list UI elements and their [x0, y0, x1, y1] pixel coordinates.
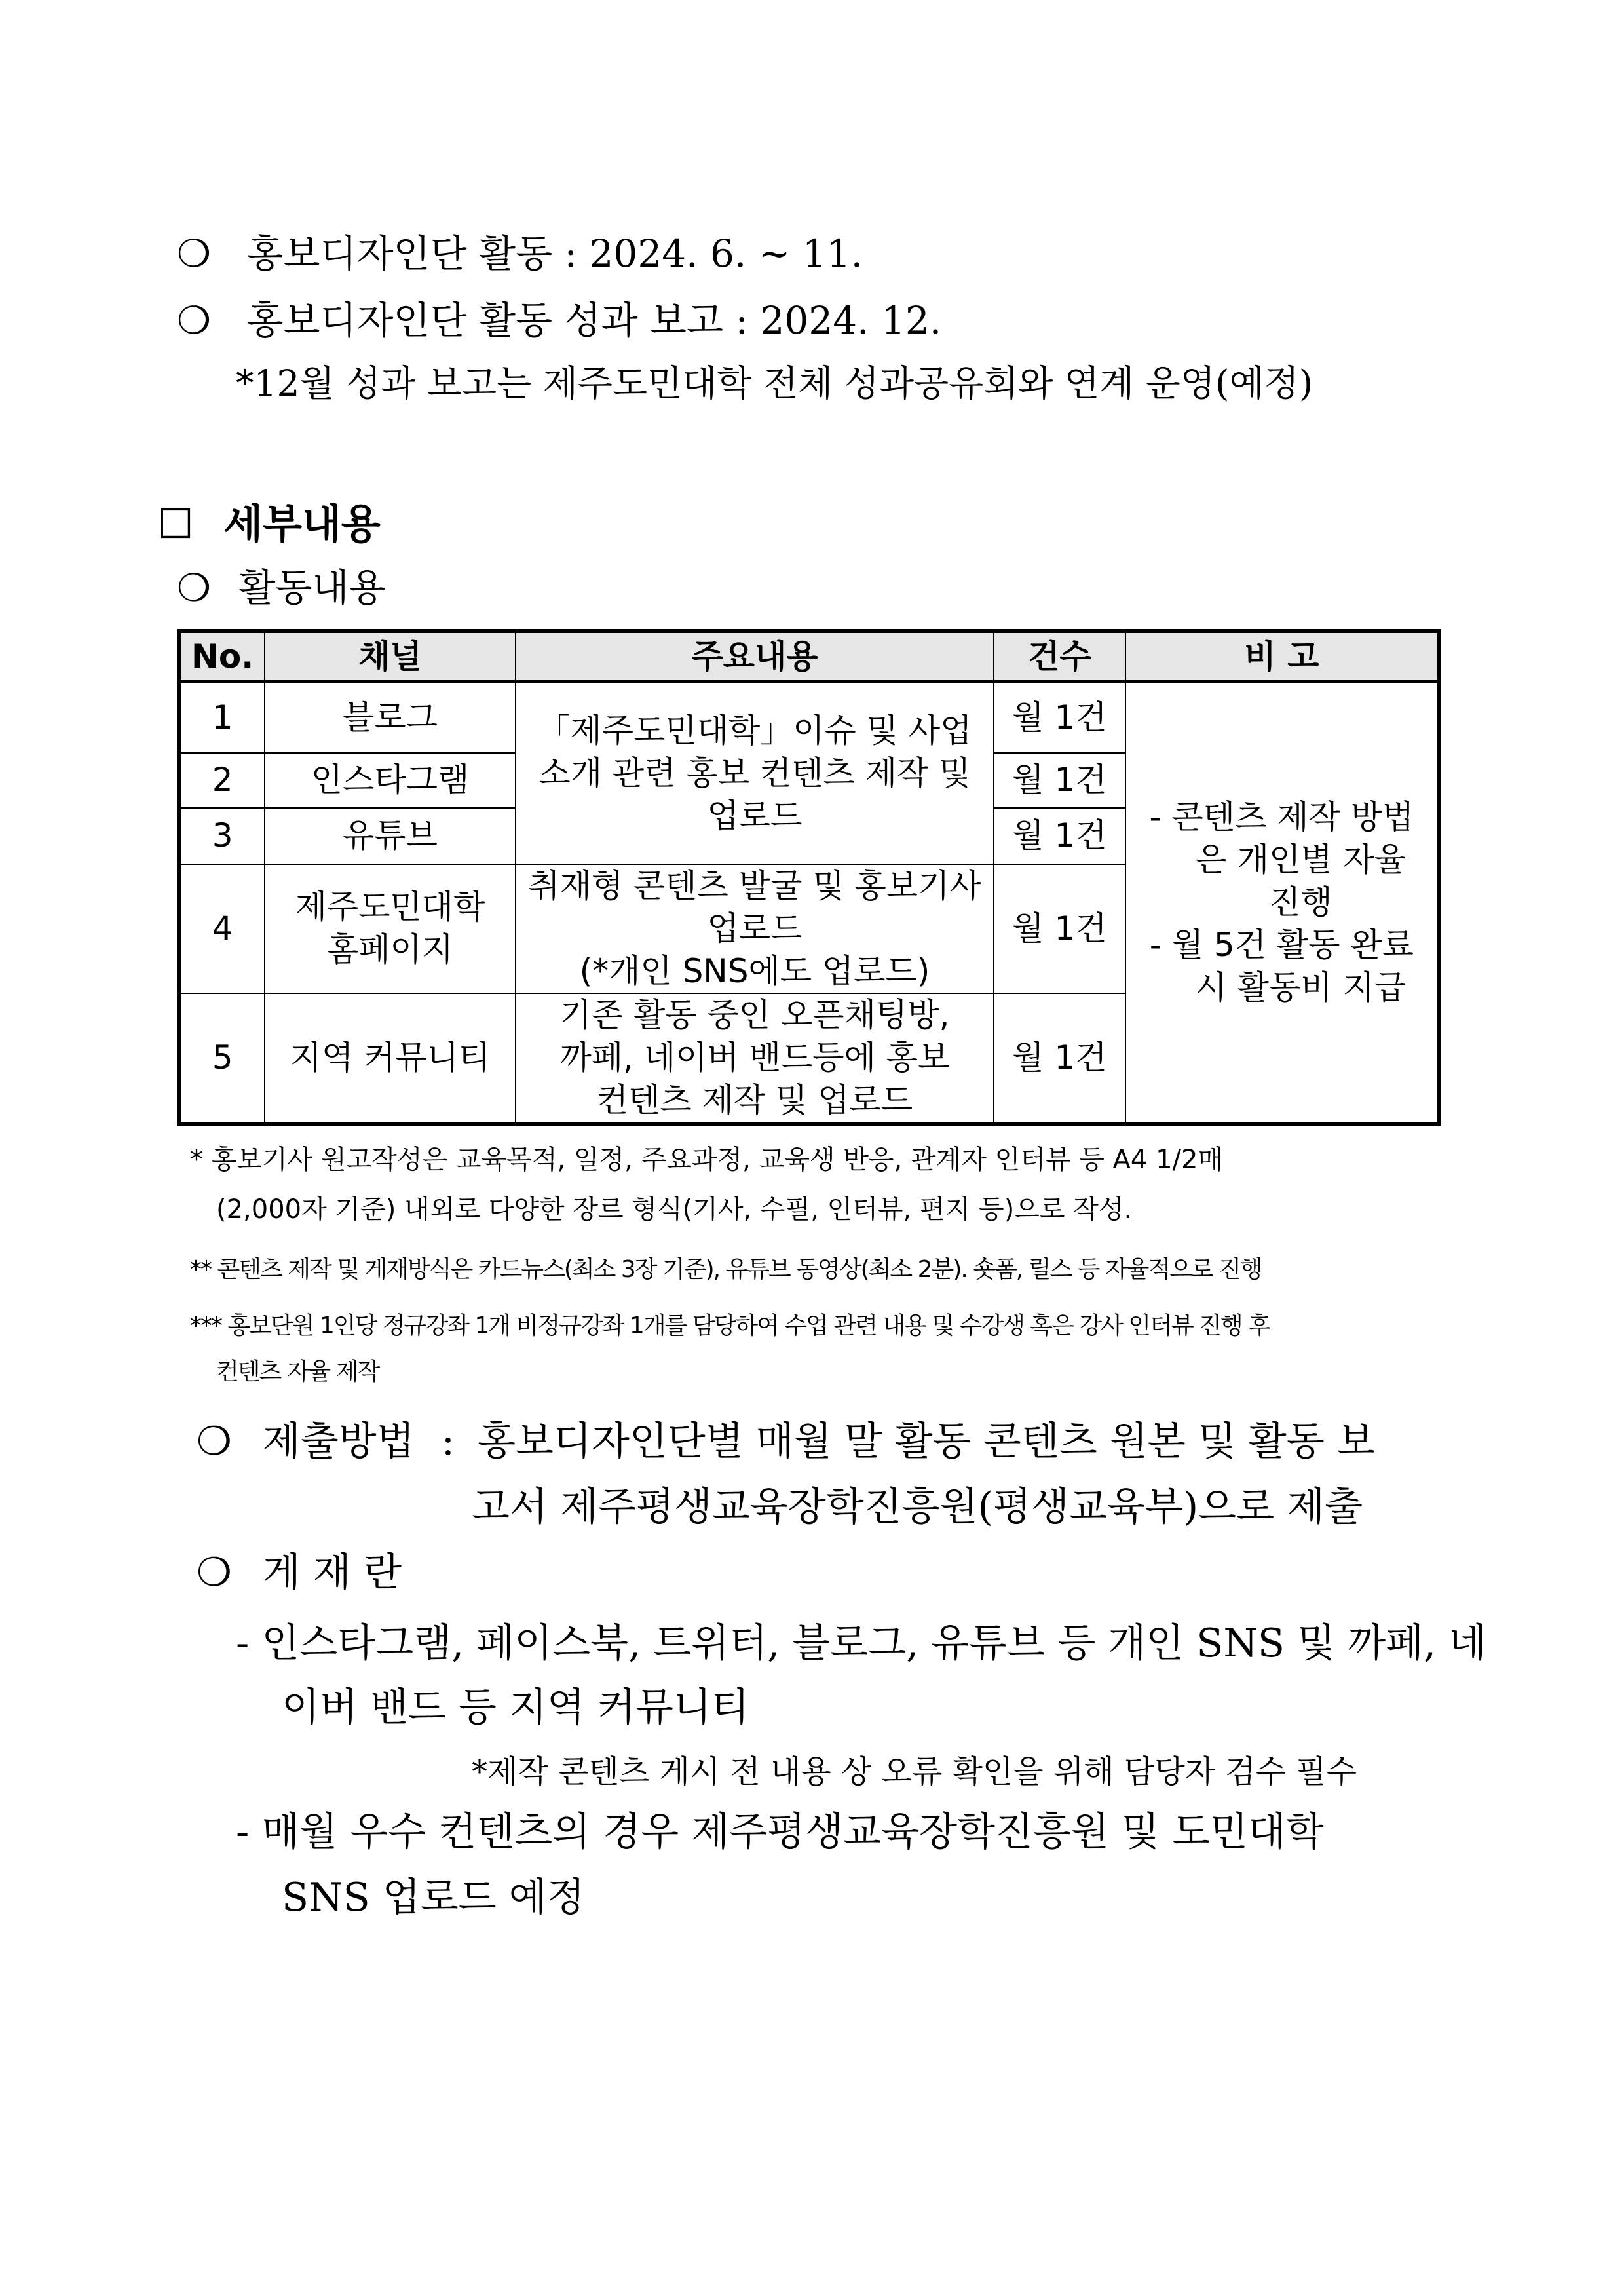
square-bullet-icon: ☐ [157, 500, 194, 548]
content-line: 업로드 [707, 796, 803, 835]
posting-item-1-line-2: 이버 밴드 등 지역 커뮤니티 [282, 1685, 749, 1731]
footnote-2: ** 콘텐츠 제작 및 게재방식은 카드뉴스(최소 3장 기준), 유튜브 동영상(최소 2분). 숏폼, 릴스 등 자율적으로 진행 [190, 1256, 1262, 1283]
row-channel: 블로그 [265, 682, 516, 753]
circle-bullet-icon: ❍ [177, 298, 211, 343]
content-line: 취재형 콘텐츠 발굴 및 홍보기사 [528, 866, 981, 905]
header-remarks: 비 고 [1125, 631, 1439, 682]
details-heading-text: 세부내용 [223, 500, 381, 548]
row-channel: 인스타그램 [265, 753, 516, 808]
row-content [516, 864, 994, 993]
table-header-row [179, 631, 1439, 682]
footnote-3-line-2: 컨텐츠 자율 제작 [216, 1358, 379, 1385]
row-content [516, 993, 994, 1124]
row-no: 4 [179, 864, 265, 993]
submission-colon: : [441, 1419, 455, 1464]
row-no: 1 [179, 682, 265, 753]
row-no: 3 [179, 808, 265, 864]
row-count: 월 1건 [994, 993, 1125, 1124]
submission-line-1 [197, 1419, 1458, 1464]
circle-bullet-icon: ❍ [177, 231, 211, 276]
posting-heading-text: 게 재 란 [262, 1550, 402, 1596]
report-note: *12월 성과 보고는 제주도민대학 전체 성과공유회와 연계 운영(예정) [236, 362, 1313, 404]
content-line: 컨텐츠 제작 및 업로드 [596, 1081, 913, 1119]
header-count: 건수 [994, 631, 1125, 682]
content-line: 「제주도민대학」이슈 및 사업 [537, 711, 972, 750]
row-no: 2 [179, 753, 265, 808]
row-remarks [1125, 682, 1439, 1124]
activity-table [177, 629, 1441, 1126]
table-row [179, 682, 1439, 753]
header-channel: 채널 [265, 631, 516, 682]
content-line: 까페, 네이버 밴드등에 홍보 [559, 1039, 950, 1077]
content-line: 소개 관련 홍보 컨텐츠 제작 및 [538, 754, 971, 792]
row-channel: 지역 커뮤니티 [265, 993, 516, 1124]
row-count: 월 1건 [994, 808, 1125, 864]
activity-period-text: 홍보디자인단 활동 : 2024. 6. ~ 11. [246, 231, 863, 276]
report-text: 홍보디자인단 활동 성과 보고 : 2024. 12. [246, 298, 942, 343]
activities-heading [177, 557, 386, 612]
header-content: 주요내용 [516, 631, 994, 682]
row-count: 월 1건 [994, 682, 1125, 753]
submission-label: 제출방법 [262, 1419, 415, 1464]
remark-line: - 월 5건 활동 완료 시 활동비 지급 [1149, 926, 1414, 1007]
header-no: No. [179, 631, 265, 682]
activities-heading-text: 활동내용 [238, 565, 386, 610]
footnote-1-line-1: * 홍보기사 원고작성은 교육목적, 일정, 주요과정, 교육생 반응, 관계자 인터뷰 등 A4 1/2매 [190, 1145, 1224, 1175]
submission-text-1: 홍보디자인단별 매월 말 활동 콘텐츠 원본 및 활동 보 [478, 1419, 1375, 1464]
circle-bullet-icon: ❍ [197, 1419, 232, 1464]
bullet-report [177, 298, 942, 343]
submission-line-2: 고서 제주평생교육장학진흥원(평생교육부)으로 제출 [472, 1484, 1363, 1530]
row-count: 월 1건 [994, 753, 1125, 808]
posting-item-2-line-2: SNS 업로드 예정 [282, 1875, 585, 1921]
row-channel: 유튜브 [265, 808, 516, 864]
footnote-3-line-1: *** 홍보단원 1인당 정규강좌 1개 비정규강좌 1개를 담당하여 수업 관련 내용 및 수강생 혹은 강사 인터뷰 진행 후 [190, 1312, 1270, 1339]
details-heading [157, 491, 381, 550]
circle-bullet-icon: ❍ [197, 1550, 232, 1596]
channel-line: 제주도민대학 [295, 888, 485, 926]
channel-line: 홈페이지 [326, 930, 454, 968]
posting-item-2-line-1: - 매월 우수 컨텐츠의 경우 제주평생교육장학진흥원 및 도민대학 [236, 1809, 1324, 1855]
remark-line: - 콘텐츠 제작 방법은 개인별 자율 진행 [1149, 798, 1414, 922]
row-channel [265, 864, 516, 993]
posting-item-1-note: *제작 콘텐츠 게시 전 내용 상 오류 확인을 위해 담당자 검수 필수 [472, 1753, 1357, 1790]
content-line: 업로드 [707, 909, 803, 947]
footnote-1-line-2: (2,000자 기준) 내외로 다양한 장르 형식(기사, 수필, 인터뷰, 편지 등)으로 작성. [216, 1195, 1133, 1225]
circle-bullet-icon: ❍ [177, 565, 211, 610]
posting-heading [197, 1550, 402, 1596]
content-line: 기존 활동 중인 오픈채팅방, [559, 996, 950, 1034]
posting-item-1-line-1: - 인스타그램, 페이스북, 트위터, 블로그, 유튜브 등 개인 SNS 및 까페, 네 [236, 1620, 1487, 1666]
row-count: 월 1건 [994, 864, 1125, 993]
bullet-activity-period [177, 231, 863, 276]
row-content-merged [516, 682, 994, 864]
content-line: (*개인 SNS에도 업로드) [579, 951, 930, 990]
row-no: 5 [179, 993, 265, 1124]
